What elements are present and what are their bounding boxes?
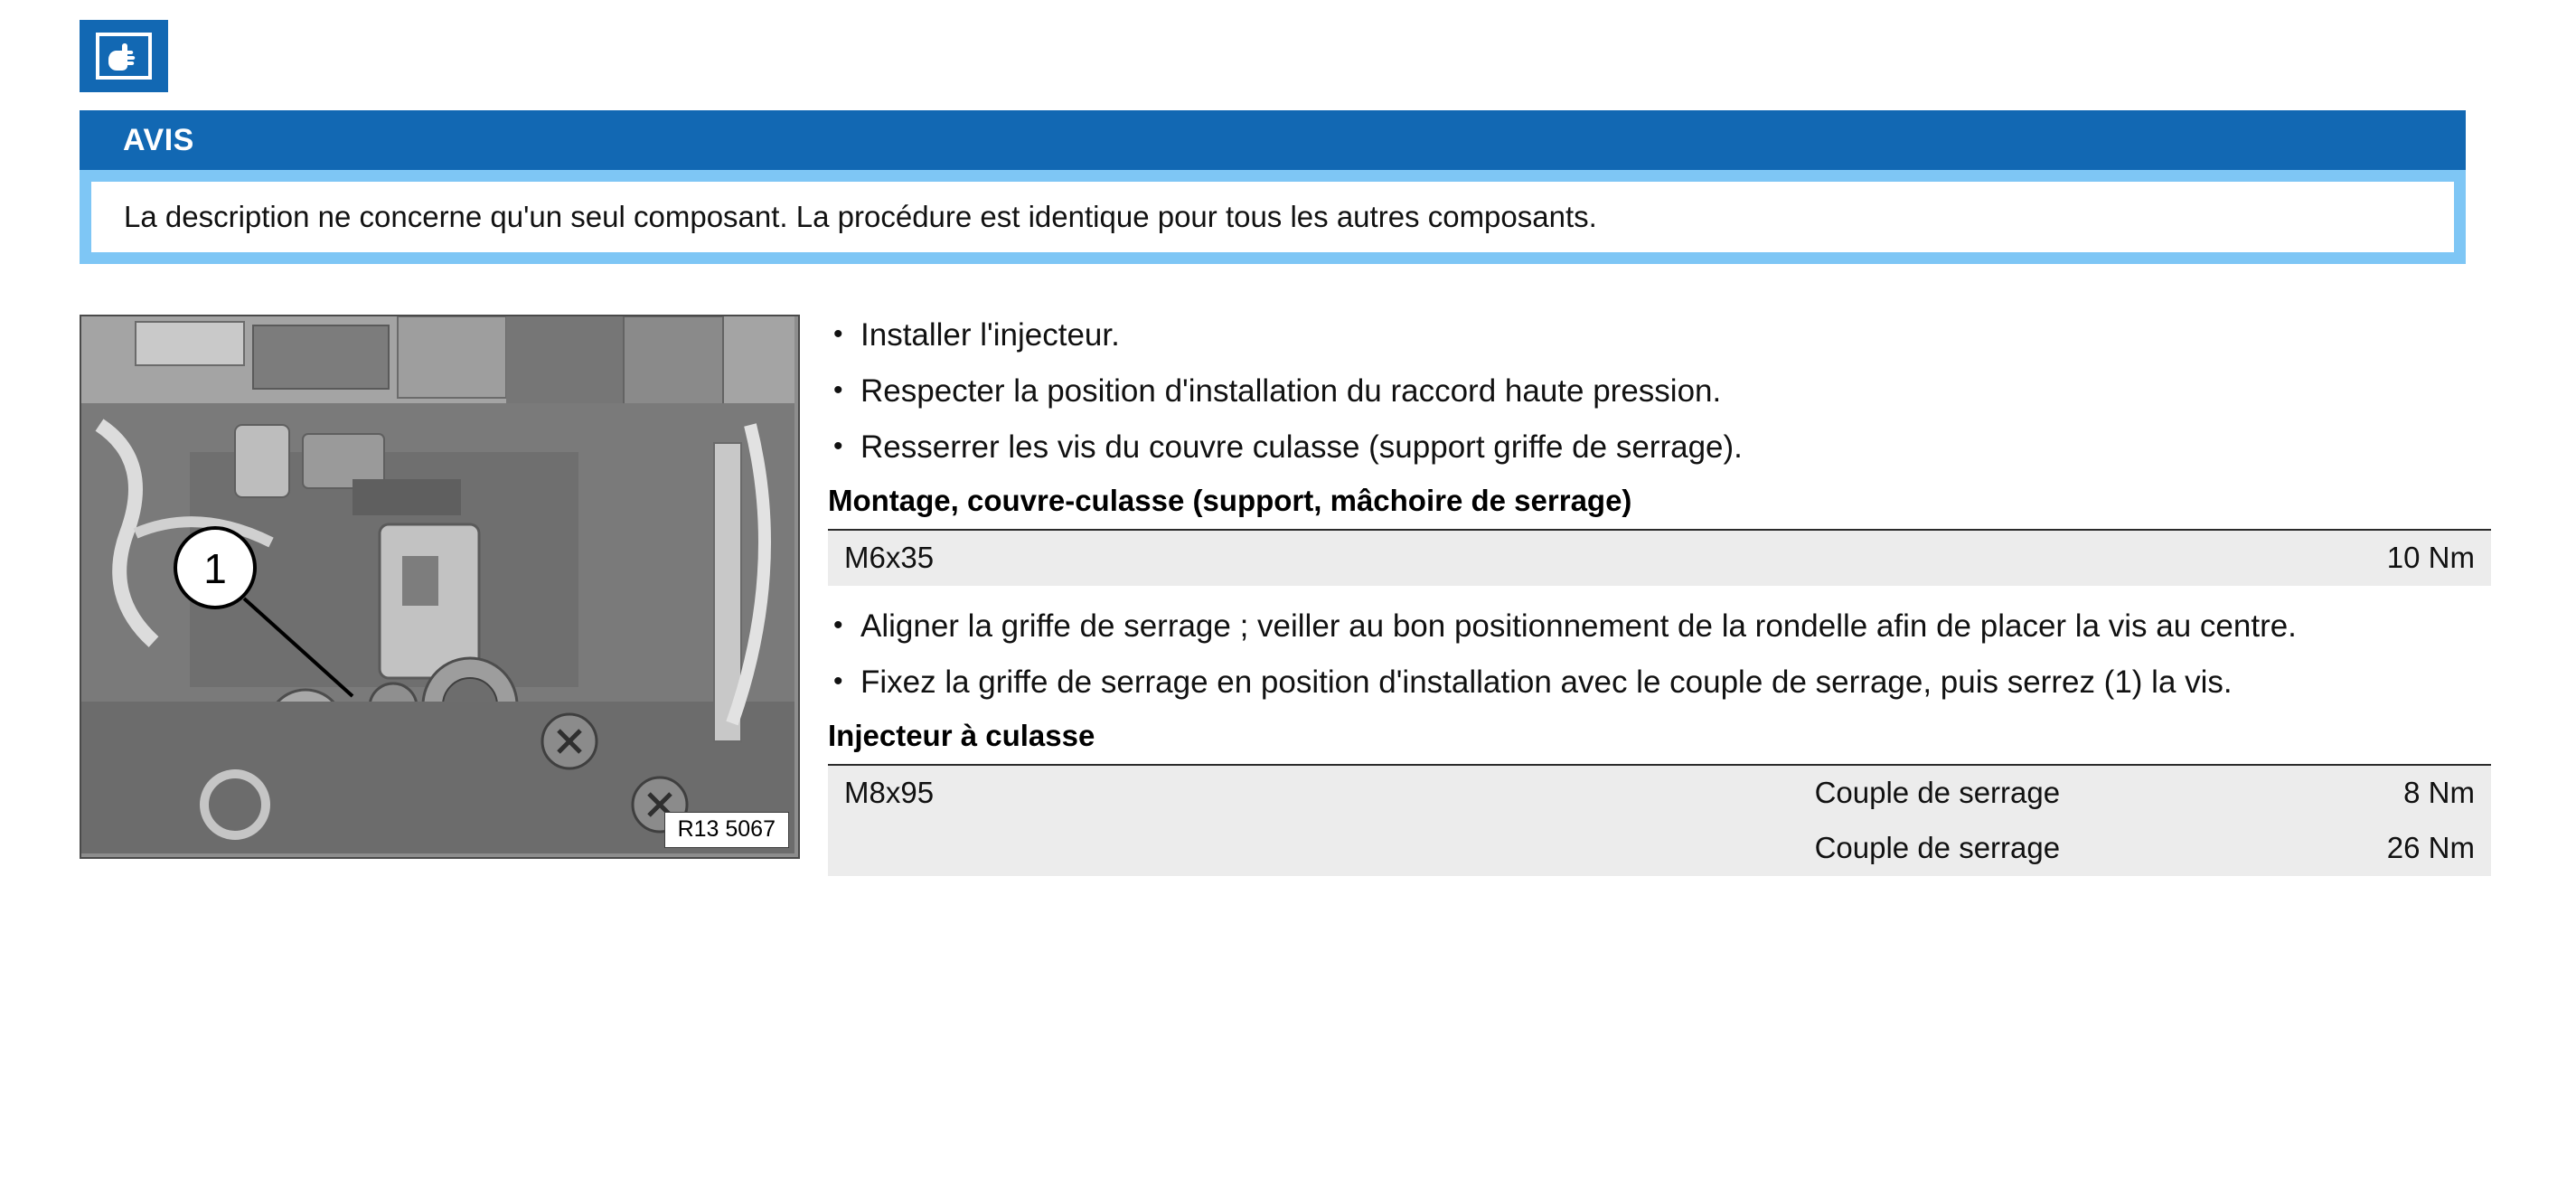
figure-caption: R13 5067 bbox=[664, 812, 789, 848]
engine-injector-photo bbox=[80, 315, 800, 859]
notice-block bbox=[80, 110, 2466, 264]
table-cell-label bbox=[1799, 531, 2145, 586]
table-cell-label: Couple de serrage bbox=[1799, 766, 2145, 821]
list-item: • Installer l'injecteur. bbox=[828, 315, 2491, 355]
pointing-hand-icon bbox=[80, 20, 168, 92]
table-cell-blank bbox=[1236, 766, 1798, 821]
table-row bbox=[828, 766, 2491, 821]
list-item: • Resserrer les vis du couvre culasse (support griffe de serrage). bbox=[828, 427, 2491, 467]
steps-list-top bbox=[828, 315, 2491, 467]
list-item: • Fixez la griffe de serrage en position d'installation avec le couple de serrage, puis serrez (1) la vis. bbox=[828, 662, 2491, 702]
table-cell-value: 10 Nm bbox=[2145, 531, 2491, 586]
list-item: • Respecter la position d'installation du raccord haute pression. bbox=[828, 371, 2491, 411]
table-cell-label: Couple de serrage bbox=[1799, 821, 2145, 876]
table-cell-spec bbox=[828, 821, 1236, 876]
list-item: • Aligner la griffe de serrage ; veiller au bon positionnement de la rondelle afin de placer la vis au centre. bbox=[828, 606, 2491, 646]
table-row bbox=[828, 531, 2491, 586]
torque-table-1 bbox=[828, 531, 2491, 586]
table2-title: Injecteur à culasse bbox=[828, 719, 2491, 766]
instructions-column bbox=[828, 315, 2491, 896]
table-row bbox=[828, 821, 2491, 876]
svg-text:1: 1 bbox=[203, 545, 227, 592]
table-cell-value: 8 Nm bbox=[2145, 766, 2491, 821]
steps-list-mid bbox=[828, 606, 2491, 702]
table-cell-value: 26 Nm bbox=[2145, 821, 2491, 876]
table-cell-spec: M8x95 bbox=[828, 766, 1236, 821]
notice-body-wrap bbox=[80, 170, 2466, 252]
table-cell-blank bbox=[1236, 821, 1798, 876]
notice-text: La description ne concerne qu'un seul composant. La procédure est identique pour tous les autres composants. bbox=[91, 182, 2454, 252]
notice-title: AVIS bbox=[80, 110, 2466, 170]
table1-title: Montage, couvre-culasse (support, mâchoire de serrage) bbox=[828, 484, 2491, 531]
table-cell-spec: M6x35 bbox=[828, 531, 1236, 586]
table-cell-blank bbox=[1236, 531, 1798, 586]
torque-table-2 bbox=[828, 766, 2491, 876]
